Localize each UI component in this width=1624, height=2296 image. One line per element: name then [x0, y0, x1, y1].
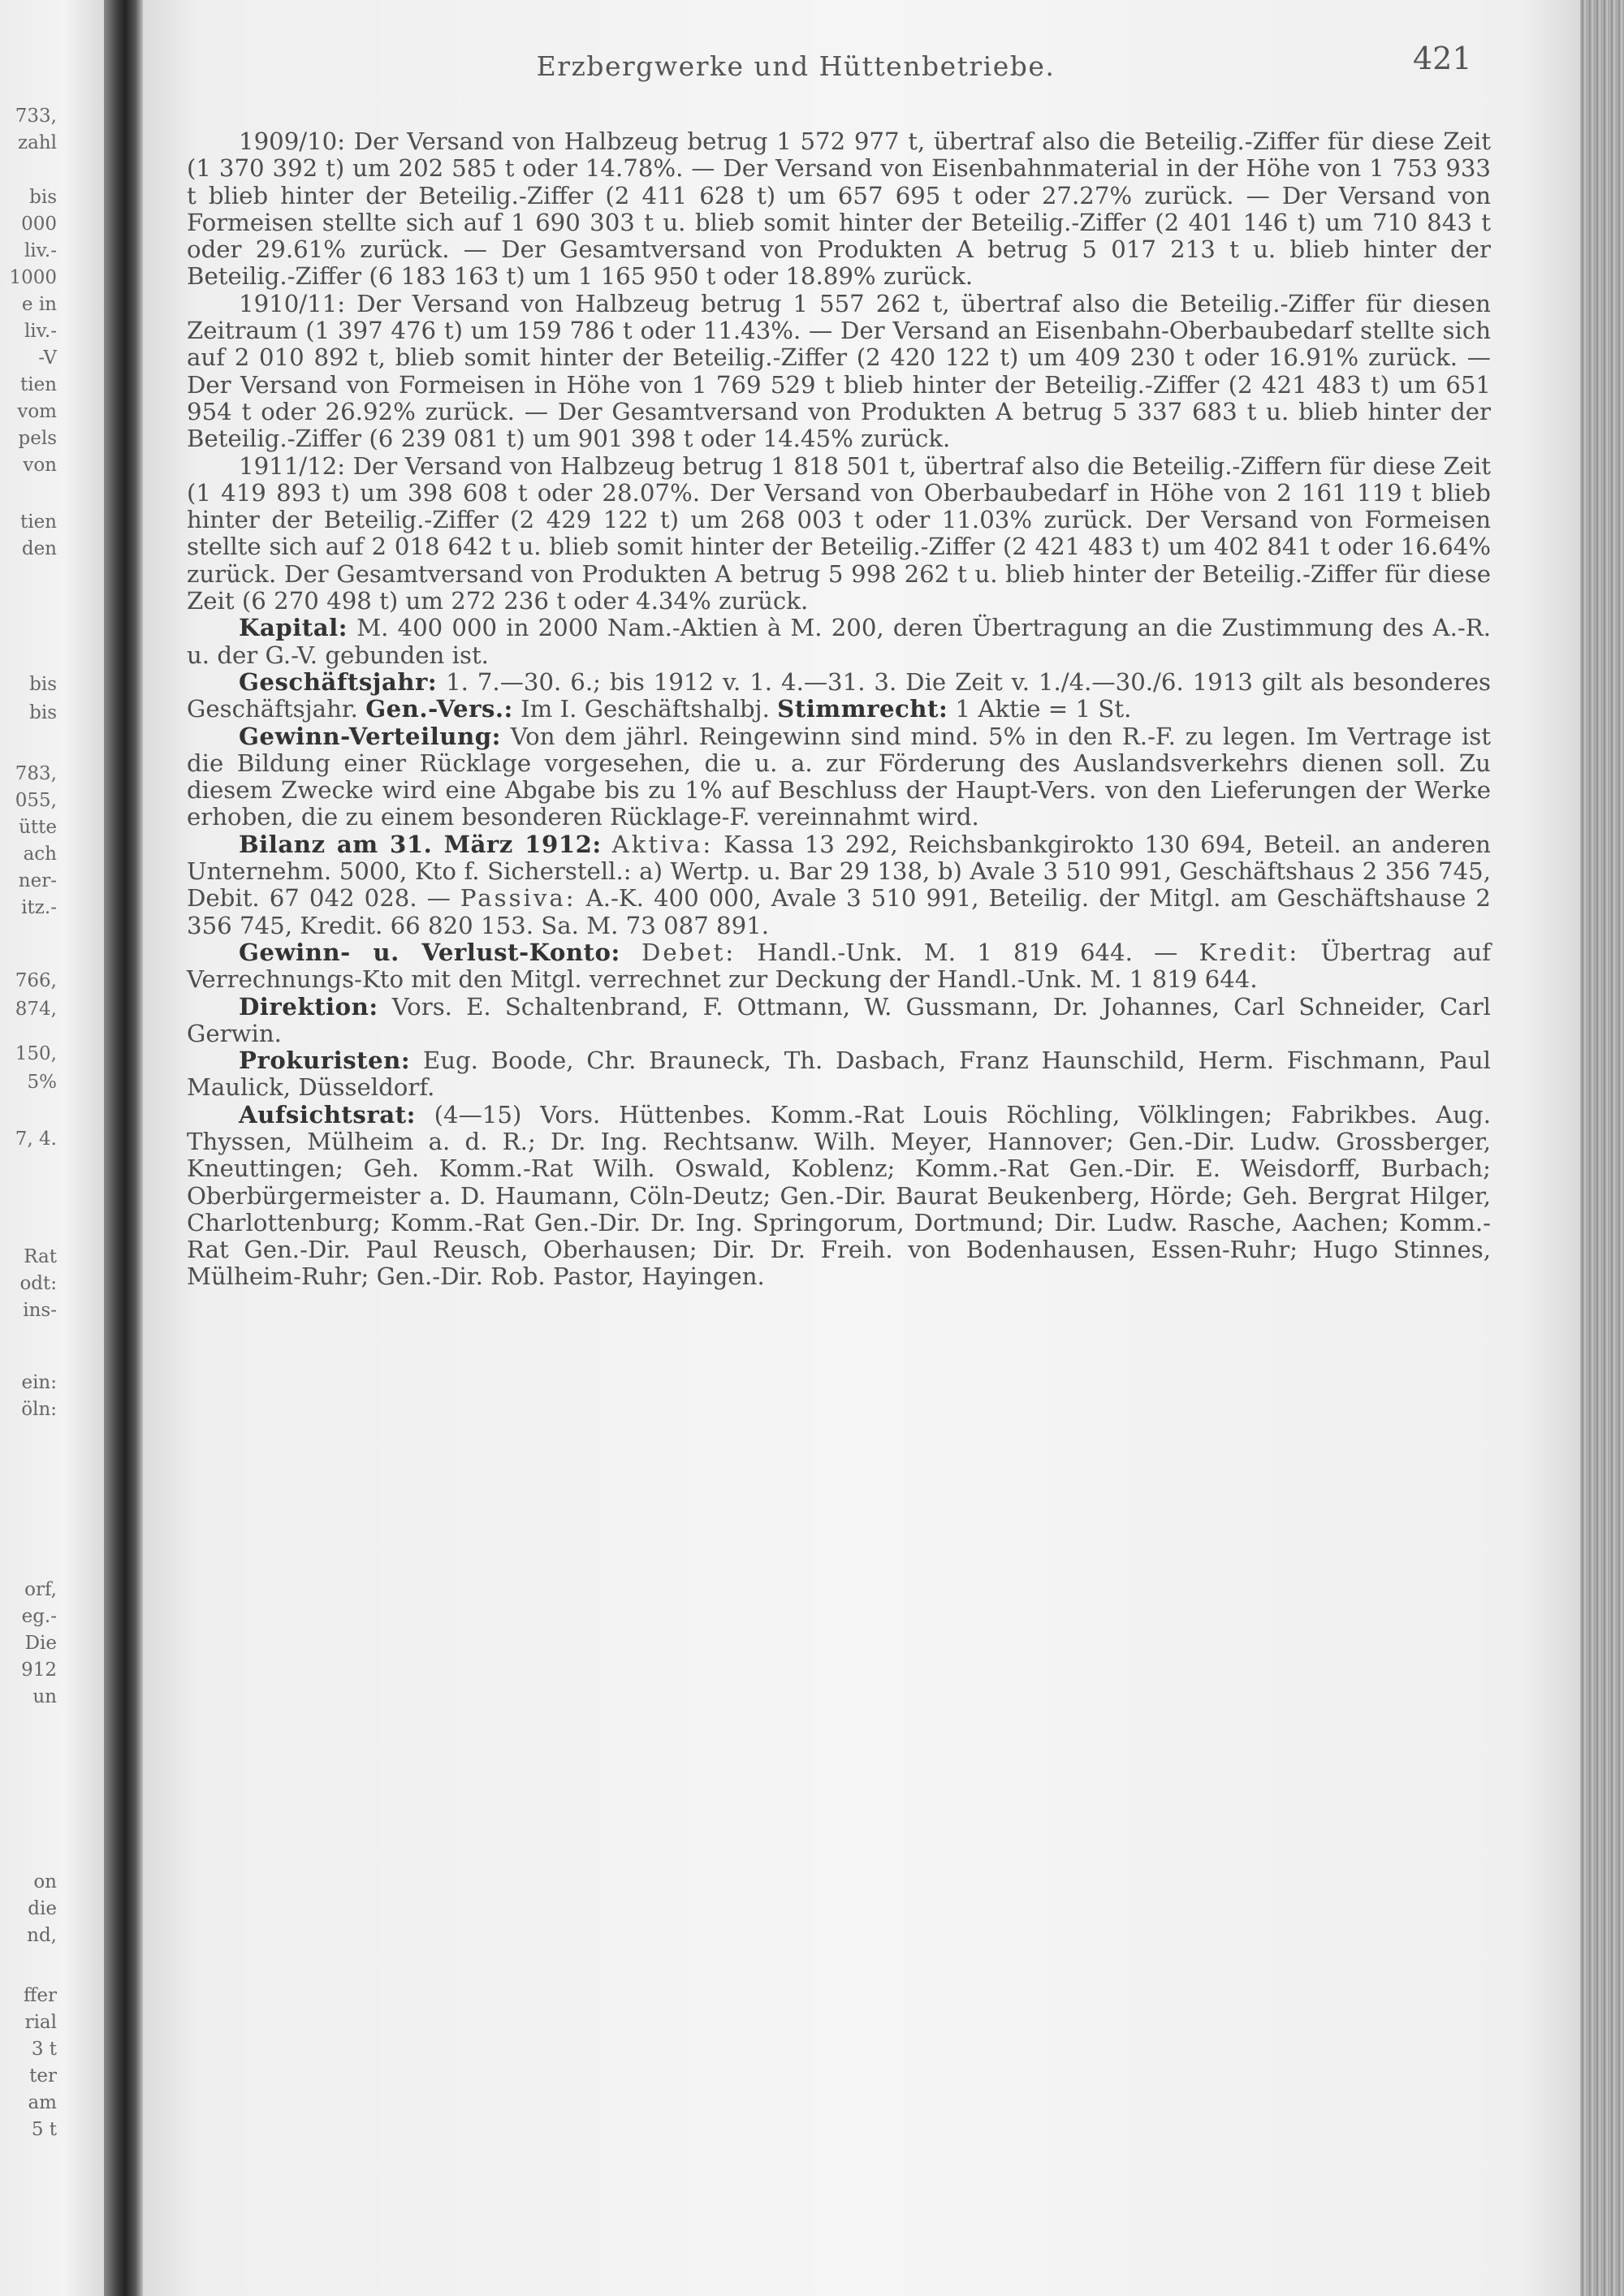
- margin-fragment: die: [28, 1898, 57, 1919]
- margin-fragment: 5%: [27, 1072, 57, 1093]
- paragraph-kapital: [187, 615, 1491, 669]
- bilanz-aktiva-text: Kassa 13 292, Reichsbankgirokto 130 694, Beteil. an anderen Unternehm. 5000, Kto f. Sicherstell.: a) Wertp. u. Bar 29 138, b) Avale 3 510 991, Geschäftshaus 2 356 745, Debit. 67 042 028. —: [187, 830, 1491, 913]
- margin-fragment: liv.-: [24, 240, 57, 261]
- running-head: Erzbergwerke und Hüttenbetriebe.: [536, 50, 1056, 82]
- debet-label: Debet:: [641, 938, 736, 966]
- aufsichtsrat-text: (4—15) Vors. Hüttenbes. Komm.-Rat Louis Röchling, Völklingen; Fabrikbes. Aug. Thyssen, Mülheim a. d. R.; Dr. Ing. Rechtsanw. Wilh. Meyer, Hannover; Gen.-Dir. Ludw. Grossberger, Kneuttingen; Geh. Komm.-Rat Wilh. Oswald, Koblenz; Komm.-Rat Gen.-Dir. E. Weisdorff, Burbach; Oberbürgermeister a. D. Haumann, Cöln-Deutz; Gen.-Dir. Baurat Beukenberg, Hörde; Geh. Bergrat Hilger, Charlottenburg; Komm.-Rat Gen.-Dir. Dr. Ing. Springorum, Dortmund; Dir. Ludw. Rasche, Aachen; Komm.-Rat Gen.-Dir. Paul Reusch, Oberhausen; Dir. Dr. Freih. von Bodenhausen, Essen-Ruhr; Hugo Stinnes, Mülheim-Ruhr; Gen.-Dir. Rob. Pastor, Hayingen.: [187, 1100, 1491, 1291]
- aufsichtsrat-label: Aufsichtsrat:: [239, 1100, 416, 1129]
- stimmrecht-text: 1 Aktie = 1 St.: [948, 695, 1132, 723]
- bilanz-passiva-text: A.-K. 400 000, Avale 3 510 991, Beteilig. der Mitgl. am Geschäftshause 2 356 745, Kredit. 66 820 153. Sa. M. 73 087 891.: [187, 884, 1492, 939]
- paragraph-prokuristen: [187, 1047, 1491, 1102]
- margin-fragment: vom: [17, 401, 57, 422]
- page-number: 421: [1413, 41, 1472, 76]
- margin-fragment: nd,: [27, 1925, 57, 1946]
- margin-fragment: 5 t: [31, 2119, 57, 2140]
- paragraph-1910-11: 1910/11: Der Versand von Halbzeug betrug 1 557 262 t, übertraf also die Beteilig.-Ziffer für diesen Zeitraum (1 397 476 t) um 159 786 t oder 11.43%. — Der Versand an Eisenbahn-Oberbaubedarf stellte sich auf 2 010 892 t, blieb somit hinter der Beteilig.-Ziffer (2 420 122 t) um 409 230 t oder 16.91% zurück. — Der Versand von Formeisen in Höhe von 1 769 529 t blieb hinter der Beteilig.-Ziffer (2 421 483 t) um 651 954 t oder 26.92% zurück. — Der Gesamtversand von Produkten A betrug 5 337 683 t u. blieb hinter der Beteilig.-Ziffer (6 239 081 t) um 901 398 t oder 14.45% zurück.: [187, 289, 1491, 453]
- margin-fragment: odt:: [19, 1273, 57, 1294]
- margin-fragment: ffer: [24, 1985, 57, 2006]
- margin-fragment: orf,: [24, 1579, 57, 1600]
- margin-fragment: bis: [29, 674, 57, 695]
- margin-fragment: am: [28, 2092, 57, 2113]
- facing-page-edge: [0, 0, 107, 2296]
- margin-fragment: ins-: [23, 1300, 57, 1321]
- margin-fragment: 7, 4.: [15, 1129, 57, 1150]
- margin-fragment: 733,: [15, 106, 57, 127]
- margin-fragment: 055,: [15, 790, 57, 811]
- margin-fragment: 3 t: [31, 2039, 57, 2060]
- paragraph-1911-12: 1911/12: Der Versand von Halbzeug betrug 1 818 501 t, übertraf also die Beteilig.-Ziffern für diese Zeit (1 419 893 t) um 398 608 t oder 28.07%. Der Versand von Oberbaubedarf in Höhe von 2 161 119 t blieb hinter der Beteilig.-Ziffer (2 429 122 t) um 268 003 t oder 11.03% zurück. Der Versand von Formeisen stellte sich auf 2 018 642 t u. blieb somit hinter der Beteilig.-Ziffer (2 421 483 t) um 402 841 t oder 16.64% zurück. Der Gesamtversand von Produkten A betrug 5 998 262 t u. blieb hinter der Beteilig.-Ziffer für diese Zeit (6 270 498 t) um 272 236 t oder 4.34% zurück.: [187, 451, 1491, 615]
- margin-fragment: den: [21, 538, 57, 559]
- margin-fragment: ütte: [19, 817, 57, 838]
- direktion-label: Direktion:: [239, 992, 378, 1021]
- margin-fragment: itz.-: [21, 897, 57, 918]
- paragraph-direktion: [187, 994, 1491, 1048]
- margin-fragment: ter: [29, 2065, 57, 2087]
- margin-fragment: 783,: [15, 763, 57, 784]
- gen-vers-label: Gen.-Vers.:: [365, 695, 513, 723]
- margin-fragment: 1000: [9, 267, 57, 288]
- margin-fragment: pels: [18, 428, 57, 449]
- paragraph-gewinn-verlust-konto: [187, 939, 1491, 994]
- prokuristen-text: Eug. Boode, Chr. Brauneck, Th. Dasbach, Franz Haunschild, Herm. Fischmann, Paul Maulick, Düsseldorf.: [187, 1047, 1491, 1102]
- margin-fragment: eg.-: [21, 1606, 57, 1627]
- margin-fragment: un: [32, 1686, 57, 1707]
- aktiva-label: Aktiva:: [611, 830, 714, 858]
- passiva-label: Passiva:: [460, 884, 577, 913]
- margin-fragment: ner-: [18, 870, 57, 891]
- kredit-label: Kredit:: [1199, 938, 1300, 966]
- book-spine-shadow: [104, 0, 143, 2296]
- margin-fragment: liv.-: [24, 321, 57, 342]
- margin-fragment: e in: [21, 294, 57, 315]
- margin-fragment: on: [33, 1871, 57, 1892]
- margin-fragment: 766,: [15, 970, 57, 991]
- margin-fragment: tien: [19, 374, 57, 395]
- paragraph-geschaeftsjahr: [187, 669, 1491, 723]
- margin-fragment: 000: [21, 214, 57, 235]
- margin-fragment: bis: [29, 187, 57, 208]
- paragraph-1909-10: 1909/10: Der Versand von Halbzeug betrug 1 572 977 t, übertraf also die Beteilig.-Ziffer für diese Zeit (1 370 392 t) um 202 585 t oder 14.78%. — Der Versand von Eisenbahnmaterial in der Höhe von 1 753 933 t blieb hinter der Beteilig.-Ziffer (2 411 628 t) um 657 695 t oder 27.27% zurück. — Der Versand von Formeisen stellte sich auf 1 690 303 t u. blieb somit hinter der Beteilig.-Ziffer (2 401 146 t) um 710 843 t oder 29.61% zurück. — Der Gesamtversand von Produkten A betrug 5 017 213 t u. blieb hinter der Beteilig.-Ziffer (6 183 163 t) um 1 165 950 t oder 18.89% zurück.: [187, 127, 1491, 291]
- gewinn-verteilung-text: Von dem jährl. Reingewinn sind mind. 5% in den R.-F. zu legen. Im Vertrage ist die Bildung einer Rücklage vorgesehen, die u. a. zur Förderung des Auslandsverkehrs dienen soll. Zu diesem Zwecke wird eine Abgabe bis zu 1% auf Beschluss der Haupt-Vers. von den Lieferungen der Werke erhoben, die zu einem besonderen Rücklage-F. vereinnahmt wird.: [187, 722, 1491, 831]
- stimmrecht-label: Stimmrecht:: [777, 695, 948, 723]
- margin-fragment: 874,: [15, 999, 57, 1020]
- margin-fragment: zahl: [18, 132, 57, 153]
- margin-fragment: ein:: [21, 1372, 57, 1393]
- margin-fragment: öln:: [21, 1399, 57, 1420]
- paragraph-gewinn-verteilung: [187, 723, 1491, 831]
- margin-fragment: 912: [21, 1659, 57, 1681]
- gen-vers-text: Im I. Geschäftshalbj.: [512, 695, 770, 723]
- paragraph-aufsichtsrat: [187, 1102, 1491, 1291]
- body-text: [187, 128, 1491, 1291]
- margin-fragment: tien: [19, 511, 57, 533]
- page-stack-edge: [1580, 0, 1624, 2296]
- gewinn-verteilung-label: Gewinn-Verteilung:: [239, 722, 501, 750]
- direktion-text: Vors. E. Schaltenbrand, F. Ottmann, W. Gussmann, Dr. Johannes, Carl Schneider, Carl Gerwin.: [187, 992, 1491, 1047]
- margin-fragment: Rat: [24, 1246, 57, 1267]
- kapital-label: Kapital:: [239, 614, 348, 642]
- gewinn-verlust-konto-label: Gewinn- u. Verlust-Konto:: [239, 938, 620, 966]
- paragraph-bilanz: [187, 831, 1491, 939]
- margin-fragment: von: [23, 455, 57, 476]
- margin-fragment: ach: [23, 844, 57, 865]
- geschaeftsjahr-text: 1. 7.—30. 6.; bis 1912 v. 1. 4.—31. 3. Die Zeit v. 1./4.—30./6. 1913 gilt als besonderes Geschäftsjahr.: [187, 667, 1491, 723]
- margin-fragment: Die: [24, 1633, 57, 1654]
- margin-fragment: -V: [38, 347, 57, 369]
- margin-fragment: bis: [29, 702, 57, 723]
- bilanz-label: Bilanz am 31. März 1912:: [239, 830, 602, 858]
- kapital-text: M. 400 000 in 2000 Nam.-Aktien à M. 200, deren Übertragung an die Zustimmung des A.-R. u. der G.-V. gebunden ist.: [187, 614, 1491, 669]
- margin-fragment: rial: [24, 2012, 57, 2033]
- gewinn-verlust-kredit-text: Übertrag auf Verrechnungs-Kto mit den Mitgl. verrechnet zur Deckung der Handl.-Unk. M. 1 819 644.: [187, 938, 1491, 994]
- gewinn-verlust-debet-text: Handl.-Unk. M. 1 819 644. —: [736, 938, 1199, 966]
- prokuristen-label: Prokuristen:: [239, 1047, 411, 1075]
- margin-fragment: 150,: [15, 1043, 57, 1064]
- geschaeftsjahr-label: Geschäftsjahr:: [239, 667, 438, 696]
